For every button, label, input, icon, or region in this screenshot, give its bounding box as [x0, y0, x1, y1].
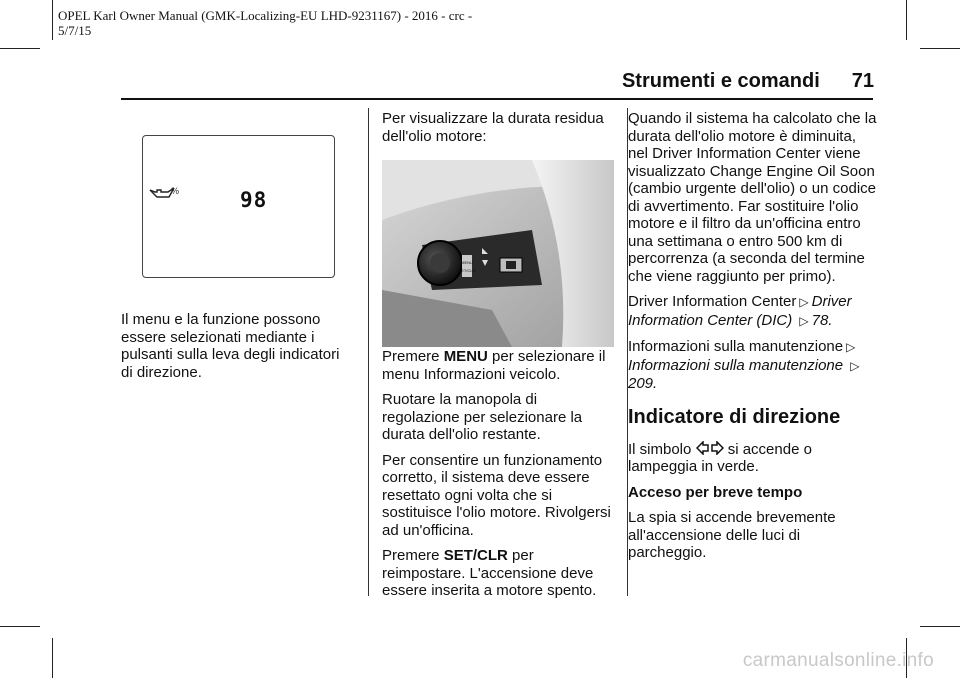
- column-3: [628, 110, 878, 570]
- paragraph: Il menu e la funzione possono essere selezionati mediante i pulsanti sulla leva degli indicatori di direzione.: [121, 311, 340, 381]
- paragraph: Il simbolo si accende o lampeggia in verde.: [628, 440, 812, 475]
- crop-mark: [920, 626, 960, 627]
- reference-page[interactable]: 78.: [811, 311, 833, 329]
- page-number: 71: [851, 70, 874, 92]
- oil-life-display-illustration: [142, 135, 335, 278]
- set-clr-key-label: SET/CLR: [443, 547, 508, 564]
- reference-arrow-icon: ▷: [850, 358, 860, 373]
- paragraph: Quando il sistema ha calcolato che la durata dell'olio motore è diminuita, nel Driver Information Center viene visualizzato Change Engine Oil Soon (cambio urgente dell'olio) o un codice di avvertimento. Far sostituire l'olio motore e il filtro da un'officina entro una settimana o entro 500 km di percorrenza (a seconda del termine che viene raggiunto per primo).: [628, 110, 877, 285]
- document-header: OPEL Karl Owner Manual (GMK-Localizing-EU LHD-9231167) - 2016 - crc - 5/7/15: [58, 8, 473, 38]
- header-rule: [121, 98, 873, 100]
- set-clr-button-label: SET/CLR: [458, 268, 476, 273]
- paragraph: Per consentire un funzionamento corretto, il sistema deve essere resettato ogni volta che si sostituisce l'olio motore. Rivolgersi ad un'officina.: [382, 451, 611, 539]
- turn-signal-icon: [696, 441, 724, 455]
- reference-arrow-icon: ▷: [799, 295, 809, 309]
- oil-life-value: 98: [240, 188, 268, 212]
- paragraph: Premere MENU per selezionare il menu Informazioni veicolo.: [382, 348, 606, 383]
- menu-key-label: MENU: [443, 348, 488, 365]
- section-heading: Indicatore di direzione: [628, 405, 841, 428]
- section-title: Strumenti e comandi: [621, 70, 820, 92]
- lever-illustration: [382, 160, 614, 347]
- subheading: Acceso per breve tempo: [628, 483, 803, 501]
- crop-mark: [920, 48, 960, 49]
- intro-paragraph: Per visualizzare la durata residua dell'olio motore:: [382, 110, 604, 145]
- turn-signal-lever-photo: [382, 160, 614, 347]
- menu-button-label: MENU: [461, 260, 473, 265]
- reference-arrow-icon: ▷: [846, 340, 856, 354]
- reference-link[interactable]: Driver Information Center (DIC): [628, 293, 852, 329]
- paragraph: Ruotare la manopola di regolazione per selezionare la durata dell'olio restante.: [382, 391, 583, 443]
- reference-link[interactable]: Informazioni sulla manutenzione: [628, 356, 844, 374]
- reference-page[interactable]: 209.: [628, 375, 658, 392]
- crop-mark: [52, 0, 53, 40]
- watermark: carmanualsonline.info: [742, 650, 934, 671]
- percent-unit: %: [171, 186, 180, 196]
- crop-mark: [0, 626, 40, 627]
- crop-mark: [52, 638, 53, 678]
- page-header: [622, 70, 874, 93]
- cross-reference: Informazioni sulla manutenzione ▷ Informazioni sulla manutenzione ▷209.: [628, 338, 860, 392]
- crop-mark: [906, 0, 907, 40]
- column-divider: [368, 108, 369, 596]
- column-1: [121, 311, 353, 389]
- crop-mark: [0, 48, 40, 49]
- cross-reference: Driver Information Center ▷ Driver Information Center (DIC) ▷ 78.: [628, 293, 852, 329]
- paragraph: La spia si accende brevemente all'accensione delle luci di parcheggio.: [628, 509, 836, 561]
- paragraph: Premere SET/CLR per reimpostare. L'accensione deve essere inserita a motore spento.: [382, 547, 597, 599]
- reference-arrow-icon: ▷: [799, 313, 809, 328]
